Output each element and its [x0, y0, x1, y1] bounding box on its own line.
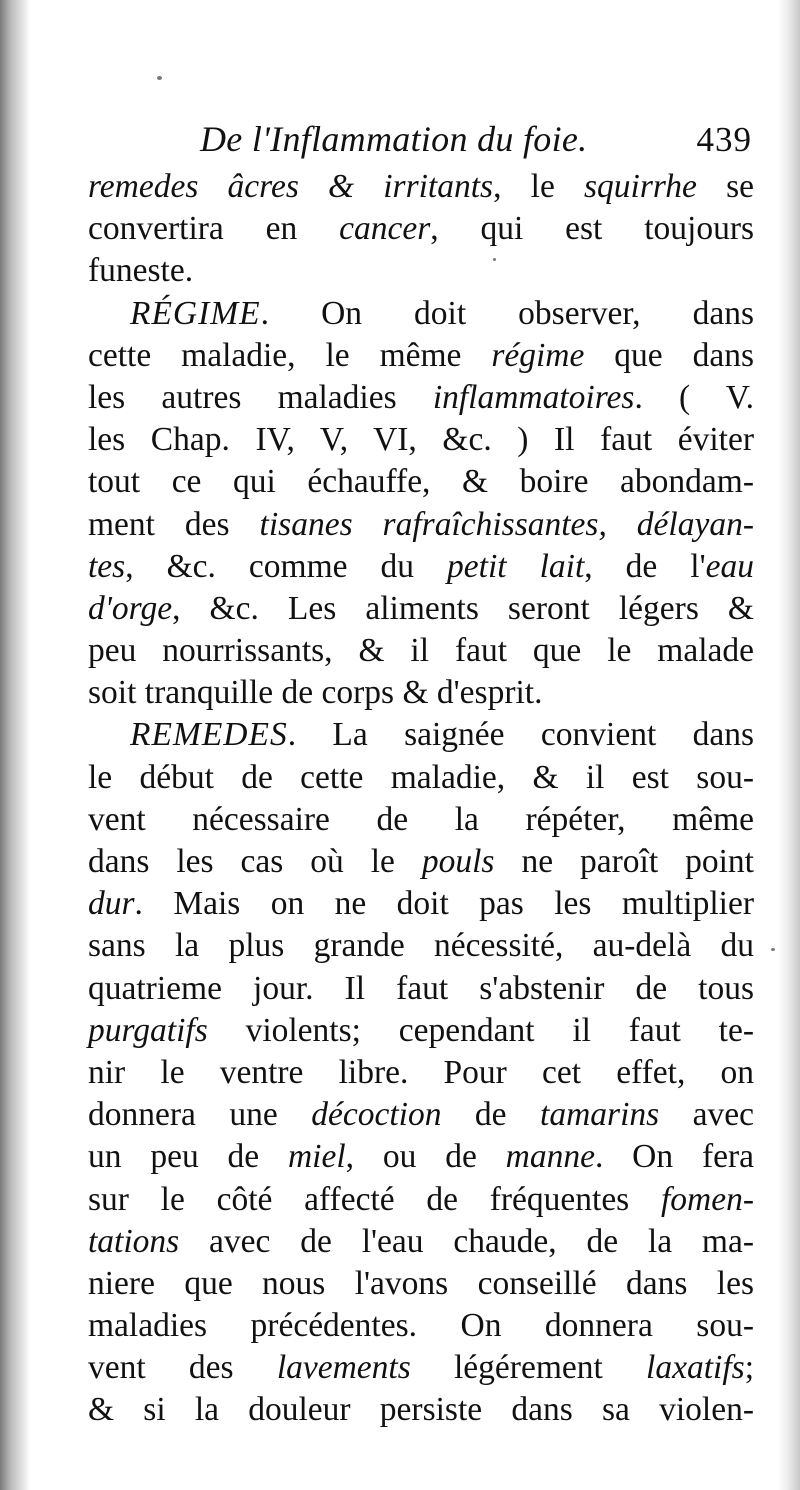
running-title: De l'Inflammation du foie.	[200, 119, 588, 159]
text-line: les Chap. IV, V, VI, &c. ) Il faut éviter	[88, 421, 754, 459]
text-line: remedes âcres & irritants, le squirrhe se	[88, 168, 754, 205]
text-line: dans les cas où le pouls ne paroît point	[88, 843, 754, 880]
section-heading-regime: RÉGIME. On doit observer, dans	[130, 294, 754, 332]
text-line: soit tranquille de corps & d'esprit.	[88, 674, 543, 712]
text-line: dur. Mais on ne doit pas les multiplier	[88, 885, 754, 923]
page-number: 439	[696, 120, 752, 159]
text-line: tes, &c. comme du petit lait, de l'eau	[88, 547, 755, 585]
body-text	[88, 166, 754, 1432]
text-line: d'orge, &c. Les aliments seront légers &	[88, 589, 754, 627]
text-line: donnera une décoction de tamarins avec	[88, 1096, 755, 1134]
running-header	[88, 118, 752, 168]
text-line: peu nourrissants, & il faut que le malade	[88, 632, 754, 670]
text-line: sans la plus grande nécessité, au-delà du	[88, 927, 754, 965]
text-line: le début de cette maladie, & il est sou-	[88, 758, 754, 796]
text-line: maladies précédentes. On donnera sou-	[88, 1307, 754, 1345]
text-line: quatrieme jour. Il faut s'abstenir de tous	[88, 969, 754, 1007]
text-line: cette maladie, le même régime que dans	[88, 336, 754, 374]
section-heading-remedes: REMEDES. La saignée convient dans	[130, 716, 754, 754]
paper-speck	[157, 76, 162, 80]
text-line: convertira en cancer, qui est toujours	[88, 210, 755, 248]
text-line: vent nécessaire de la répéter, même	[88, 800, 754, 838]
text-line: ment des tisanes rafraîchissantes, délayan-	[88, 505, 754, 543]
text-line: vent des lavements légérement laxatifs;	[88, 1349, 754, 1387]
text-line: tout ce qui échauffe, & boire abondam-	[88, 463, 754, 501]
text-line: purgatifs violents; cependant il faut te-	[88, 1011, 754, 1049]
text-line: niere que nous l'avons conseillé dans les	[88, 1264, 754, 1302]
paper-speck	[771, 948, 775, 951]
text-line: les autres maladies inflammatoires. ( V.	[88, 378, 754, 416]
page-edge-shadow	[778, 0, 800, 1490]
text-line: sur le côté affecté de fréquentes fomen-	[88, 1180, 754, 1218]
page-gutter-shadow	[0, 0, 30, 1490]
text-line: funeste.	[88, 252, 194, 290]
text-line: tations avec de l'eau chaude, de la ma-	[88, 1222, 754, 1260]
text-line: & si la douleur persiste dans sa violen-	[88, 1391, 754, 1429]
text-line: nir le ventre libre. Pour cet effet, on	[88, 1053, 754, 1091]
text-line: un peu de miel, ou de manne. On fera	[88, 1138, 754, 1176]
